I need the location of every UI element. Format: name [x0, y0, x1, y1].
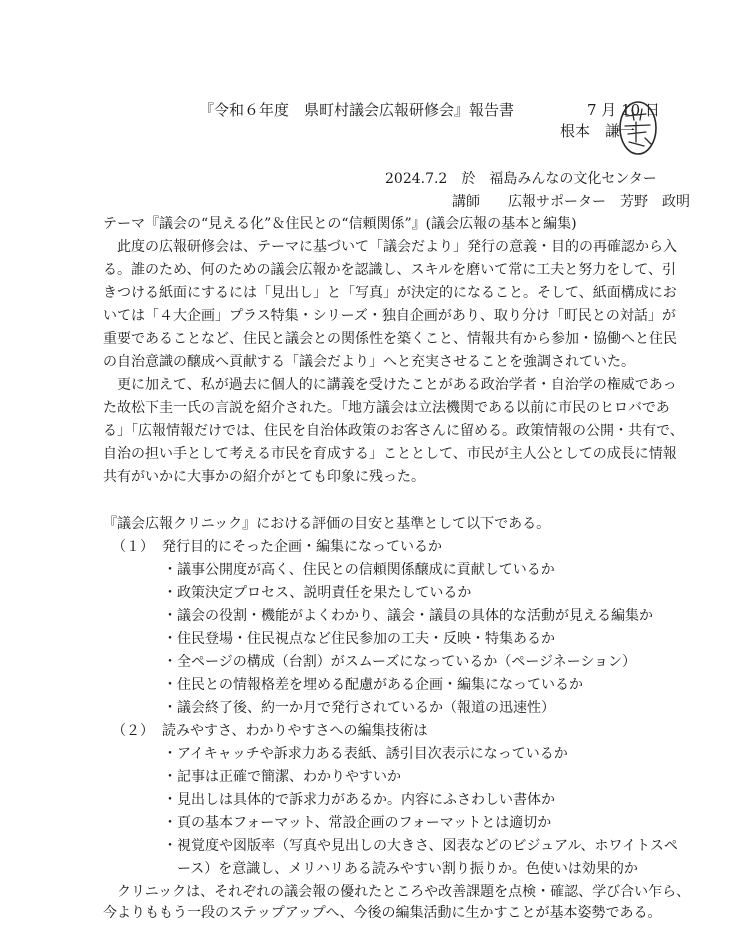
criteria-item: ・アイキャッチや訴求力ある表紙、誘引目次表示になっているか — [163, 746, 568, 762]
criteria-heading: 読みやすさ、わかりやすさへの編集技術は — [162, 723, 428, 739]
event-date-venue: 2024.7.2 於 福島みんなの文化センター — [385, 171, 657, 187]
criteria-number: （１） — [112, 539, 154, 555]
criteria-item: ・頁の基本フォーマット、常設企画のフォーマットとは適切か — [163, 815, 552, 831]
criteria-item: ・議事公開度が高く、住民との信頼関係醸成に貢献しているか — [163, 562, 555, 578]
criteria-item: ース）を意識し、メリハリある読みやすい割り振りか。色使いは効果的か — [163, 861, 638, 877]
paragraph1-line: 重要であることなど、住民と議会との関係性を築くこと、情報共有から参加・協働へと住民 — [103, 331, 677, 347]
paragraph2-line: 共有がいかに大事かの紹介がとても印象に残った。 — [103, 469, 425, 485]
criteria-item: ・政策決定プロセス、説明責任を果たしているか — [163, 585, 472, 601]
report-title: 『令和６年度 県町村議会広報研修会』報告書 — [199, 101, 515, 119]
criteria-item: ・住民との情報格差を埋める配慮がある企画・編集になっているか — [163, 677, 583, 693]
paragraph2-line: た故松下圭一氏の言説を紹介された。「地方議会は立法機関である以前に市民のヒロバであ — [103, 400, 670, 416]
criteria-item: ・視覚度や図版率（写真や見出しの大きさ、図表などのビジュアル、ホワイトスペ — [163, 838, 678, 854]
closing-line: クリニックは、それぞれの議会報の優れたところや改善課題を点検・確認、学び合い乍ら、 — [103, 884, 691, 900]
paragraph2-line: る」「広報情報だけでは、住民を自治体政策のお客さんに留める。政策情報の公開・共有で、 — [103, 423, 684, 439]
paragraph1-line: いては「４大企画」プラス特集・シリーズ・独自企画があり、取り分け「町民との対話」が — [103, 308, 676, 324]
criteria-number: （２） — [112, 723, 154, 739]
paragraph2-line: 自治の担い手として考える市民を育成する」こととして、市民が主人公としての成長に情報 — [103, 446, 677, 462]
event-lecturer: 講師 広報サポーター 芳野 政明 — [452, 194, 690, 210]
paragraph1-line: きつける紙面にするには「見出し」と「写真」が決定的になること。そして、紙面構成にお — [103, 285, 677, 301]
report-date: 7 月 10 日 — [587, 101, 660, 119]
criteria-item: ・住民登場・住民視点など住民参加の工夫・反映・特集あるか — [163, 631, 555, 647]
hanko-seal-icon — [616, 98, 660, 158]
criteria-item: ・見出しは具体的で訴求力があるか。内容にふさわしい書体か — [163, 792, 555, 808]
clinic-intro: 『議会広報クリニック』における評価の目安と基準として以下である。 — [103, 516, 551, 532]
paragraph1-line: る。誰のため、何のための議会広報かを認識し、スキルを磨いて常に工夫と努力をして、引 — [103, 262, 677, 278]
paragraph2-line: 更に加えて、私が過去に個人的に講義を受けたことがある政治学者・自治学の権威であっ — [103, 377, 677, 393]
paragraph1-line: の自治意識の醸成へ貢献する「議会だより」へと充実させることを強調されていた。 — [103, 354, 635, 370]
paragraph1-line: 此度の広報研修会は、テーマに基づいて「議会だより」発行の意義・目的の再確認から入 — [103, 239, 677, 255]
criteria-item: ・全ページの構成（台割）がスムーズになっているか（ページネーション） — [163, 654, 637, 670]
criteria-item: ・記事は正確で簡潔、わかりやすいか — [163, 769, 401, 785]
theme-line: テーマ『議会の“見える化”＆住民との“信頼関係”』(議会広報の基本と編集) — [103, 216, 577, 232]
author-name: 根本 謙一 — [560, 122, 636, 140]
criteria-item: ・議会終了後、約一か月で発行されているか（報道の迅速性） — [163, 700, 555, 716]
closing-line: 今よりももう一段のステップアップへ、今後の編集活動に生かすことが基本姿勢である。 — [103, 905, 662, 921]
criteria-heading: 発行目的にそった企画・編集になっているか — [162, 539, 442, 555]
criteria-item: ・議会の役割・機能がよくわかり、議会・議員の具体的な活動が見える編集か — [163, 608, 653, 624]
